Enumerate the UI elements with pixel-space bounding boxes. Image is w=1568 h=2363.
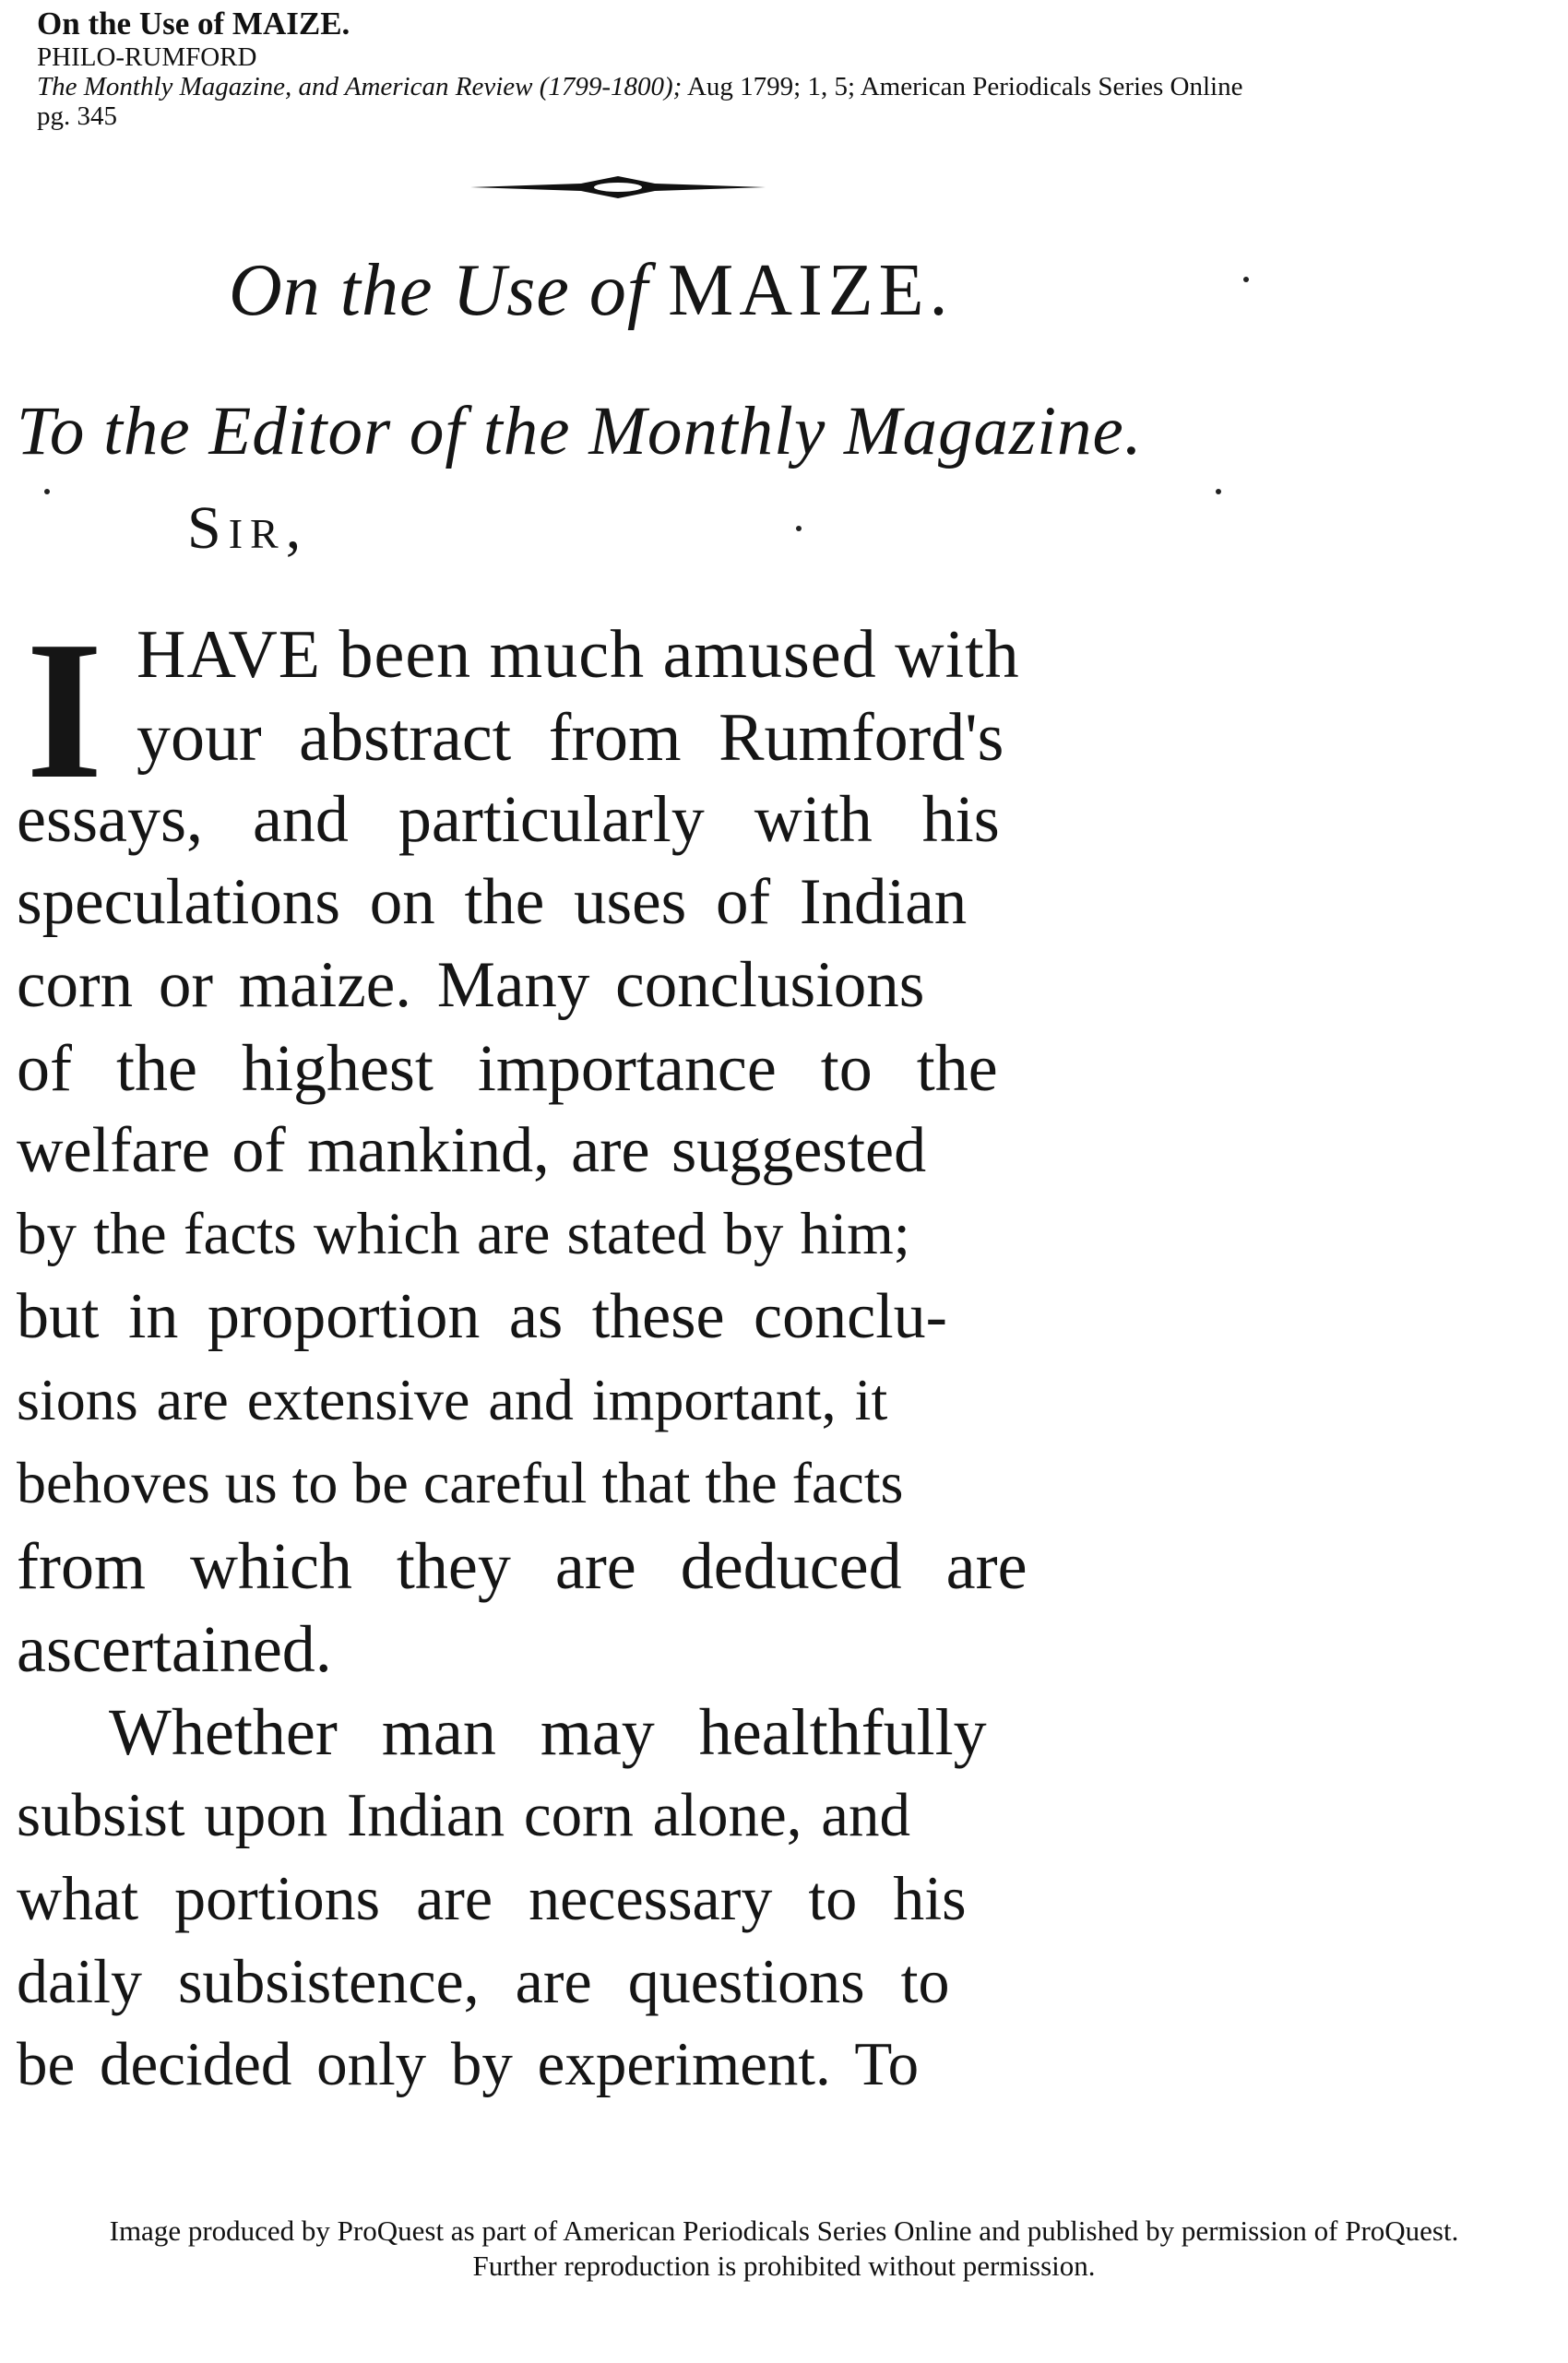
- body-line: subsist upon Indian corn alone, and: [17, 1781, 910, 1849]
- footer: [0, 2214, 1568, 2284]
- body-line: ascertained.: [17, 1612, 332, 1686]
- citation-page: pg. 345: [37, 101, 117, 131]
- body-line: sions are extensive and important, it: [17, 1367, 888, 1432]
- body-line: daily subsistence, are questions to: [17, 1946, 950, 2016]
- citation-details: Aug 1799; 1, 5; American Periodicals Series Online: [682, 72, 1243, 101]
- article-title: [229, 249, 953, 333]
- body-line: your abstract from Rumford's: [137, 700, 1004, 776]
- body-line: be decided only by experiment. To: [17, 2030, 920, 2098]
- citation-source: [37, 72, 1513, 101]
- scan-speck: [44, 489, 50, 494]
- body-line: essays, and particularly with his: [17, 782, 1000, 856]
- footer-line-1: Image produced by ProQuest as part of American Periodicals Series Online and published by permission of ProQuest.: [109, 2215, 1459, 2247]
- article-title-italic: On the Use of: [229, 250, 649, 331]
- body-line: speculations on the uses of Indian: [17, 866, 968, 938]
- scan-speck: [1216, 489, 1221, 494]
- ornament-rule: [470, 171, 766, 204]
- editor-address: To the Editor of the Monthly Magazine.: [17, 393, 1143, 469]
- footer-line-2: Further reproduction is prohibited without permission.: [472, 2250, 1096, 2282]
- scan-speck: [796, 526, 802, 531]
- salutation: Sir,: [187, 494, 309, 562]
- drop-cap: I: [26, 600, 103, 820]
- citation-article-title: On the Use of MAIZE.: [37, 6, 350, 42]
- citation-journal: The Monthly Magazine, and American Review (1799-1800);: [37, 72, 683, 101]
- body-line: from which they are deduced are: [17, 1529, 1028, 1603]
- body-line: Whether man may healthfully: [109, 1695, 987, 1769]
- body-line: welfare of mankind, are suggested: [17, 1115, 927, 1186]
- body-line: behoves us to be careful that the facts: [17, 1450, 904, 1515]
- body-line: of the highest importance to the: [17, 1031, 998, 1105]
- body-line: what portions are necessary to his: [17, 1863, 967, 1933]
- scan-speck: [1243, 277, 1249, 282]
- body-line: corn or maize. Many conclusions: [17, 949, 925, 1021]
- body-line: HAVE been much amused with: [137, 617, 1020, 693]
- body-line: by the facts which are stated by him;: [17, 1201, 910, 1267]
- citation-header: [37, 6, 1513, 131]
- body-line: but in proportion as these conclu-: [17, 1281, 947, 1352]
- article-title-caps: MAIZE.: [668, 250, 954, 331]
- citation-author: PHILO-RUMFORD: [37, 42, 257, 72]
